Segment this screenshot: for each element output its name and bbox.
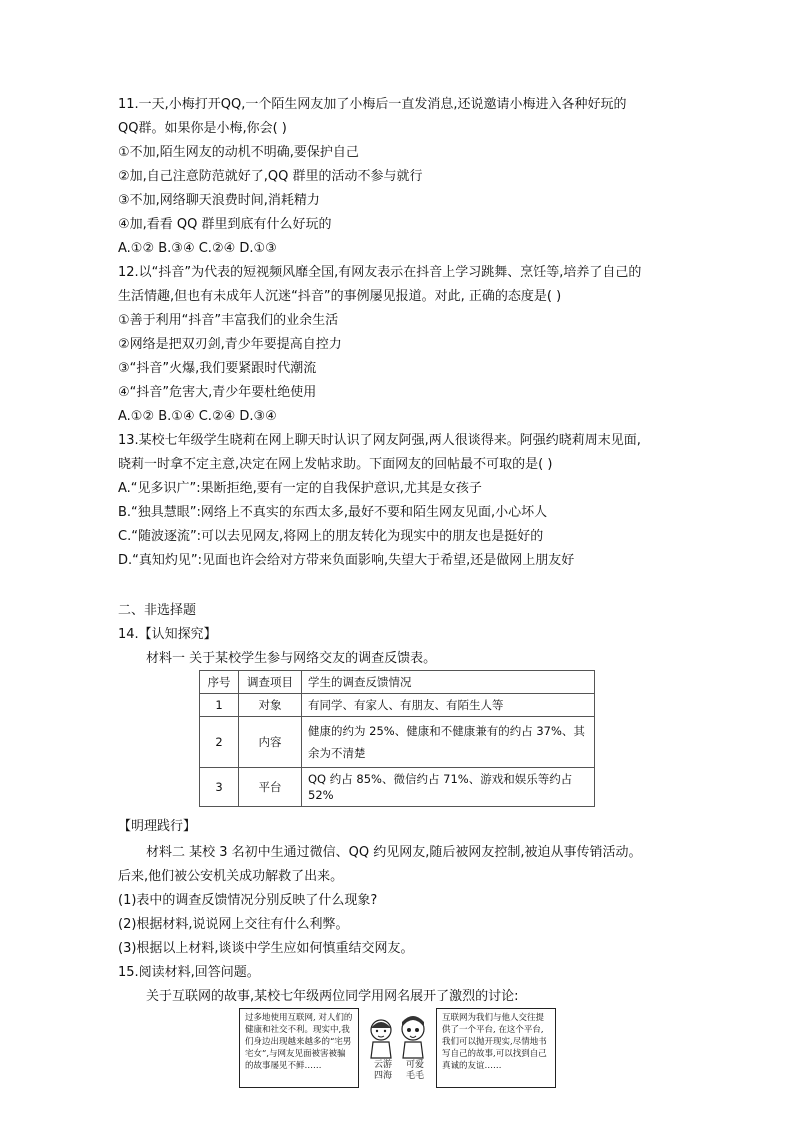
q14-material2-line2: 后来,他们被公安机关成功解救了出来。 xyxy=(118,869,344,884)
q14-material2-line1: 材料二 某校 3 名初中生通过微信、QQ 约见网友,随后被网友控制,被迫从事传销活动。 xyxy=(146,845,642,860)
q13-option-c: C.“随波逐流”:可以去见网友,将网上的朋友转化为现实中的朋友也是挺好的 xyxy=(118,529,544,544)
speech-bubble-left: 过多地使用互联网, 对人们的健康和社交不利。现实中,我们身边出现越来越多的“宅男宅女”,与网友见面被害被骗的故事屡见不鲜…… xyxy=(239,1008,359,1088)
table-cell: 内容 xyxy=(239,717,302,768)
nickname-right: 可爱毛毛 xyxy=(405,1060,424,1081)
table-header-cell: 学生的调查反馈情况 xyxy=(302,671,595,694)
survey-table xyxy=(199,670,595,807)
q13-stem-line2: 晓莉一时拿不定主意,决定在网上发帖求助。下面网友的回帖最不可取的是( ) xyxy=(118,457,553,472)
table-cell: 1 xyxy=(200,694,239,717)
q11-choices: A.①② B.③④ C.②④ D.①③ xyxy=(118,241,277,256)
q11-option-1: ①不加,陌生网友的动机不明确,要保护自己 xyxy=(118,145,359,160)
table-header-cell: 序号 xyxy=(200,671,239,694)
q12-option-4: ④“抖音”危害大,青少年要杜绝使用 xyxy=(118,385,317,400)
q14-practice-heading: 【明理践行】 xyxy=(118,819,197,834)
table-cell: 3 xyxy=(200,768,239,807)
q11-option-4: ④加,看看 QQ 群里到底有什么好玩的 xyxy=(118,217,332,232)
q14-title: 14.【认知探究】 xyxy=(118,627,217,642)
q13-option-a: A.“见多识广”:果断拒绝,要有一定的自我保护意识,尤其是女孩子 xyxy=(118,481,482,496)
q13-option-b: B.“独具慧眼”:网络上不真实的东西太多,最好不要和陌生网友见面,小心坏人 xyxy=(118,505,548,520)
q14-subquestion-1: (1)表中的调查反馈情况分别反映了什么现象? xyxy=(118,893,378,908)
table-row xyxy=(200,768,595,807)
q11-stem-line2: QQ群。如果你是小梅,你会( ) xyxy=(118,121,287,136)
q12-choices: A.①② B.①④ C.②④ D.③④ xyxy=(118,409,277,424)
section-heading: 二、非选择题 xyxy=(118,603,197,618)
q12-stem-line2: 生活情趣,但也有未成年人沉迷“抖音”的事例屡见报道。对此, 正确的态度是( ) xyxy=(118,289,562,304)
table-cell: 健康的约为 25%、健康和不健康兼有的约占 37%、其余为不清楚 xyxy=(302,717,595,768)
q13-stem-line1: 13.某校七年级学生晓莉在网上聊天时认识了网友阿强,两人很谈得来。阿强约晓莉周末见面, xyxy=(118,433,641,448)
q14-subquestion-2: (2)根据材料,说说网上交往有什么利弊。 xyxy=(118,917,349,932)
table-cell: QQ 约占 85%、微信约占 71%、游戏和娱乐等约占 52% xyxy=(302,768,595,807)
table-cell: 对象 xyxy=(239,694,302,717)
table-row xyxy=(200,717,595,768)
table-row xyxy=(200,694,595,717)
q11-option-3: ③不加,网络聊天浪费时间,消耗精力 xyxy=(118,193,320,208)
q14-subquestion-3: (3)根据以上材料,谈谈中学生应如何慎重结交网友。 xyxy=(118,941,414,956)
q15-intro: 关于互联网的故事,某校七年级两位同学用网名展开了激烈的讨论: xyxy=(146,989,519,1004)
q12-stem-line1: 12.以“抖音”为代表的短视频风靡全国,有网友表示在抖音上学习跳舞、烹饪等,培养了自己的 xyxy=(118,265,642,280)
table-cell: 平台 xyxy=(239,768,302,807)
q15-stem: 15.阅读材料,回答问题。 xyxy=(118,965,260,980)
table-cell: 有同学、有家人、有朋友、有陌生人等 xyxy=(302,694,595,717)
speech-bubble-right: 互联网为我们与他人交往提供了一个平台, 在这个平台,我们可以抛开现实,尽情地书写自己的故事,可以找到自己真诚的友谊…… xyxy=(436,1008,556,1088)
q14-material1: 材料一 关于某校学生参与网络交友的调查反馈表。 xyxy=(146,651,437,666)
table-cell: 2 xyxy=(200,717,239,768)
cartoon-illustration xyxy=(239,1008,556,1090)
table-header-cell: 调查项目 xyxy=(239,671,302,694)
q12-option-3: ③“抖音”火爆,我们要紧跟时代潮流 xyxy=(118,361,317,376)
q13-option-d: D.“真知灼见”:见面也许会给对方带来负面影响,失望大于希望,还是做网上朋友好 xyxy=(118,553,575,568)
q12-option-2: ②网络是把双刃剑,青少年要提高自控力 xyxy=(118,337,342,352)
q12-option-1: ①善于利用“抖音”丰富我们的业余生活 xyxy=(118,313,339,328)
q11-option-2: ②加,自己注意防范就好了,QQ 群里的活动不参与就行 xyxy=(118,169,423,184)
table-header-row xyxy=(200,671,595,694)
nickname-left: 云游四海 xyxy=(373,1060,392,1081)
q11-stem-line1: 11.一天,小梅打开QQ,一个陌生网友加了小梅后一直发消息,还说邀请小梅进入各种好玩的 xyxy=(118,97,627,112)
